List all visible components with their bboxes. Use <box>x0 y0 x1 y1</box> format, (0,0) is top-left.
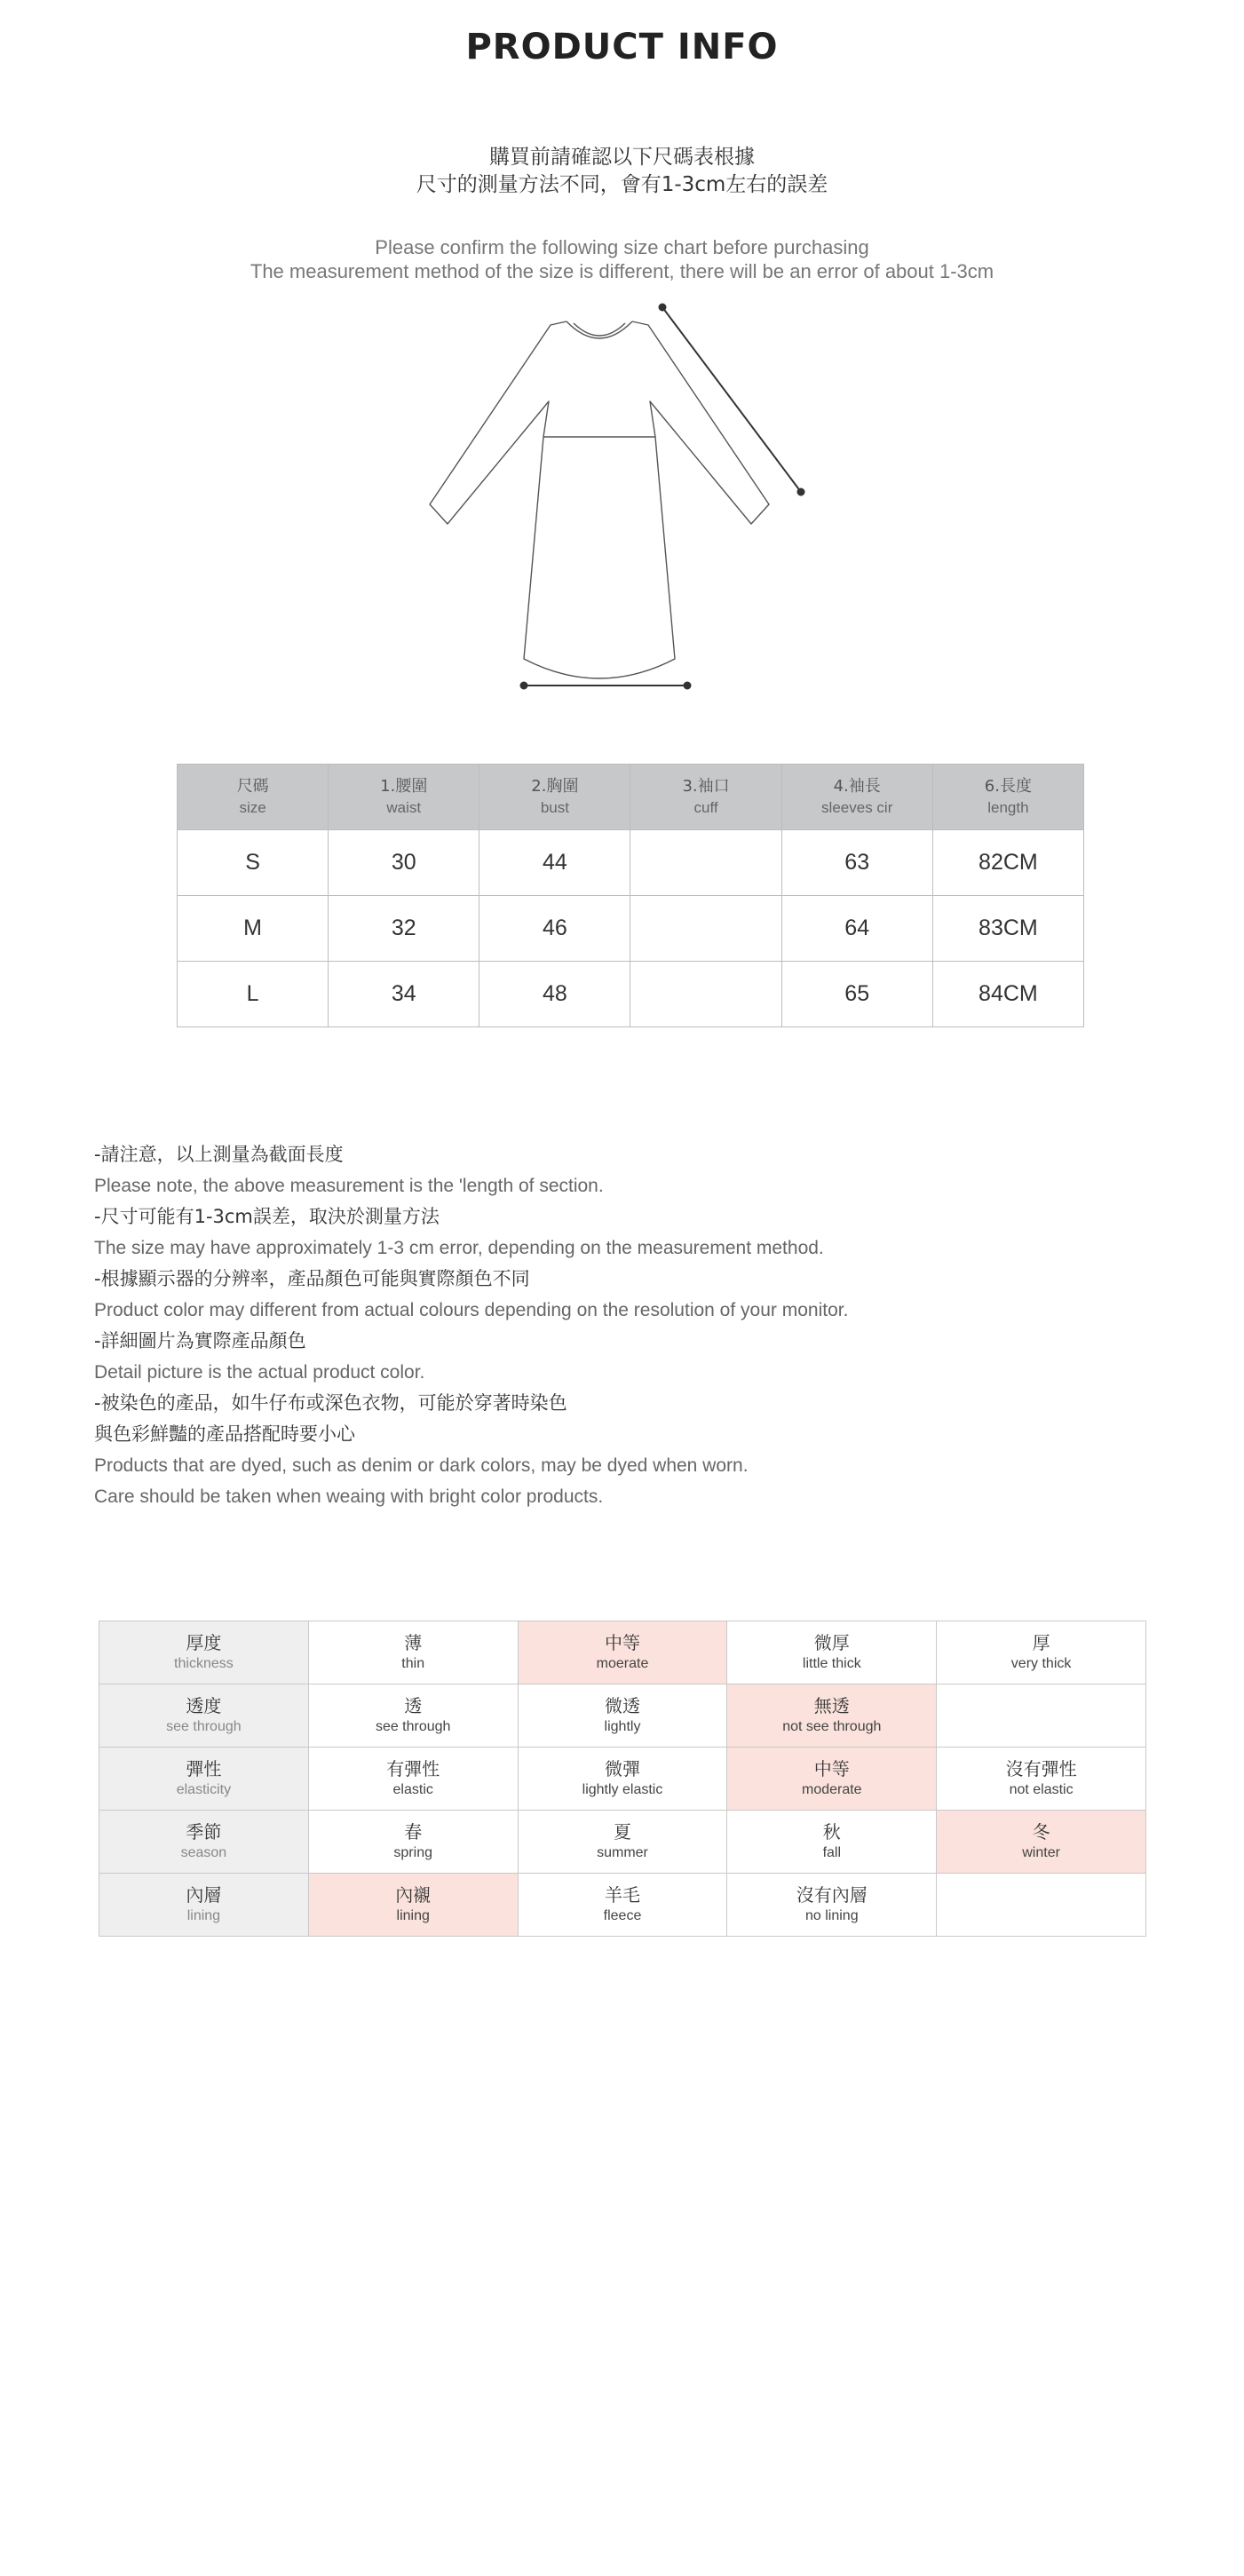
attribute-label-en: thickness <box>174 1656 234 1671</box>
table-cell <box>630 962 781 1027</box>
attribute-option-selected <box>727 1684 937 1748</box>
attribute-label <box>99 1811 309 1874</box>
table-cell: 83CM <box>932 896 1083 962</box>
attribute-option-en: winter <box>1022 1845 1060 1860</box>
attribute-option-en: spring <box>393 1845 432 1860</box>
attribute-option <box>518 1874 727 1937</box>
size-header-sleeves: 4.袖長 sleeves cir <box>781 765 932 830</box>
table-cell: 30 <box>329 830 479 896</box>
table-cell: 82CM <box>932 830 1083 896</box>
intro-zh-line-1: 購買前請確認以下尺碼表根據 <box>489 146 755 169</box>
note-line: Detail picture is the actual product color. <box>94 1362 425 1383</box>
fabric-attribute-table <box>99 1621 1146 1937</box>
attribute-option <box>937 1874 1146 1937</box>
attribute-row-lining <box>99 1874 1146 1937</box>
size-row-m <box>178 896 1084 962</box>
attribute-option <box>308 1811 518 1874</box>
note-line: Please note, the above measurement is the 'length of section. <box>94 1176 604 1196</box>
note-line: -被染色的產品，如牛仔布或深色衣物，可能於穿著時染色 <box>94 1392 567 1414</box>
size-header-bust: 2.胸圍 bust <box>479 765 630 830</box>
attribute-option <box>727 1621 937 1684</box>
attribute-option-zh: 冬 <box>1032 1821 1050 1843</box>
attribute-option <box>937 1621 1146 1684</box>
attribute-row-elasticity <box>99 1748 1146 1811</box>
attribute-option <box>518 1811 727 1874</box>
dress-measurement-diagram <box>417 302 826 719</box>
page-title: PRODUCT INFO <box>465 27 779 67</box>
attribute-label-zh: 厚度 <box>186 1632 222 1653</box>
size-header-size: 尺碼 size <box>178 765 329 830</box>
table-cell: 46 <box>479 896 630 962</box>
attribute-label <box>99 1874 309 1937</box>
attribute-row-see-through <box>99 1684 1146 1748</box>
attribute-option-en: fall <box>822 1845 842 1860</box>
size-row-s <box>178 830 1084 896</box>
note-line: Product color may different from actual colours depending on the resolution of your monitor. <box>94 1300 849 1320</box>
attribute-option-en: elastic <box>392 1782 433 1797</box>
attribute-option-zh: 沒有彈性 <box>1005 1758 1077 1779</box>
intro-english <box>0 235 1244 283</box>
table-cell: 32 <box>329 896 479 962</box>
attribute-option <box>937 1748 1146 1811</box>
size-chart-table <box>177 764 1084 1027</box>
attribute-option <box>308 1684 518 1748</box>
intro-zh-line-2: 尺寸的測量方法不同，會有1-3cm左右的誤差 <box>416 173 828 196</box>
attribute-label-en: lining <box>186 1908 221 1923</box>
attribute-option-selected <box>308 1874 518 1937</box>
attribute-option-en: moerate <box>596 1656 649 1671</box>
attribute-label-zh: 內層 <box>186 1884 222 1906</box>
table-cell: 64 <box>781 896 932 962</box>
dress-outline <box>430 321 769 678</box>
note-line: -根據顯示器的分辨率，產品顏色可能與實際顏色不同 <box>94 1268 530 1289</box>
attribute-row-thickness <box>99 1621 1146 1684</box>
attribute-option-en: lightly elastic <box>582 1782 663 1797</box>
attribute-option <box>518 1684 727 1748</box>
attribute-label-zh: 透度 <box>186 1695 222 1716</box>
table-cell: M <box>178 896 329 962</box>
table-cell: 65 <box>781 962 932 1027</box>
attribute-option-zh: 透 <box>404 1695 423 1716</box>
attribute-option-zh: 中等 <box>813 1758 850 1779</box>
note-line: Care should be taken when weaing with bright color products. <box>94 1486 604 1507</box>
attribute-option <box>727 1874 937 1937</box>
size-header-waist: 1.腰圍 waist <box>329 765 479 830</box>
attribute-option-zh: 夏 <box>613 1821 631 1843</box>
size-header-cuff: 3.袖口 cuff <box>630 765 781 830</box>
intro-en-line-1: Please confirm the following size chart before purchasing <box>375 236 869 258</box>
attribute-option-en: little thick <box>802 1656 861 1671</box>
care-notes <box>94 1139 1160 1512</box>
table-cell: L <box>178 962 329 1027</box>
attribute-option-en: moderate <box>801 1782 862 1797</box>
attribute-option-en: not elastic <box>1009 1782 1074 1797</box>
note-line: -請注意，以上測量為截面長度 <box>94 1144 344 1165</box>
intro-chinese <box>0 144 1244 199</box>
attribute-option-selected <box>937 1811 1146 1874</box>
attribute-option-en: fleece <box>603 1908 642 1923</box>
attribute-option-zh: 微厚 <box>813 1632 850 1653</box>
attribute-label-zh: 彈性 <box>186 1758 222 1779</box>
sleeve-length-indicator <box>660 305 804 495</box>
attribute-option <box>937 1684 1146 1748</box>
table-cell <box>630 896 781 962</box>
size-header-length: 6.長度 length <box>932 765 1083 830</box>
attribute-label-en: see through <box>166 1719 242 1734</box>
note-line: -尺寸可能有1-3cm誤差，取決於測量方法 <box>94 1206 440 1227</box>
note-line: 與色彩鮮豔的產品搭配時要小心 <box>94 1423 355 1445</box>
attribute-option-en: lightly <box>604 1719 641 1734</box>
table-cell: 84CM <box>932 962 1083 1027</box>
attribute-option-zh: 無透 <box>813 1695 850 1716</box>
note-line: The size may have approximately 1-3 cm error, depending on the measurement method. <box>94 1238 824 1258</box>
attribute-option <box>727 1811 937 1874</box>
attribute-option-en: no lining <box>804 1908 859 1923</box>
attribute-option-en: see through <box>375 1719 451 1734</box>
attribute-option-en: lining <box>396 1908 430 1923</box>
table-cell <box>630 830 781 896</box>
attribute-label <box>99 1621 309 1684</box>
intro-en-line-2: The measurement method of the size is different, there will be an error of about 1-3cm <box>250 260 994 282</box>
attribute-option-zh: 中等 <box>604 1632 640 1653</box>
attribute-option-zh: 厚 <box>1032 1632 1050 1653</box>
table-cell: 48 <box>479 962 630 1027</box>
attribute-option-zh: 微透 <box>604 1695 640 1716</box>
table-cell: 34 <box>329 962 479 1027</box>
attribute-option-en: very thick <box>1010 1656 1072 1671</box>
hem-width-indicator <box>521 683 691 689</box>
attribute-option-zh: 微彈 <box>604 1758 640 1779</box>
attribute-option-en: summer <box>597 1845 648 1860</box>
attribute-label-en: season <box>180 1845 227 1860</box>
attribute-option-zh: 內襯 <box>395 1884 432 1906</box>
size-row-l <box>178 962 1084 1027</box>
attribute-label <box>99 1748 309 1811</box>
size-chart-header-row <box>178 765 1084 830</box>
attribute-option <box>308 1621 518 1684</box>
attribute-option-en: thin <box>401 1656 425 1671</box>
attribute-option-zh: 春 <box>404 1821 423 1843</box>
attribute-label-zh: 季節 <box>186 1821 222 1843</box>
attribute-option <box>518 1748 727 1811</box>
attribute-option <box>308 1748 518 1811</box>
table-cell: 44 <box>479 830 630 896</box>
table-cell: 63 <box>781 830 932 896</box>
attribute-option-en: not see through <box>782 1719 882 1734</box>
attribute-option-zh: 沒有內層 <box>796 1884 868 1906</box>
attribute-option-zh: 有彈性 <box>386 1758 440 1779</box>
note-line: -詳細圖片為實際產品顏色 <box>94 1330 306 1351</box>
attribute-option-zh: 羊毛 <box>604 1884 640 1906</box>
attribute-label <box>99 1684 309 1748</box>
attribute-label-en: elasticity <box>176 1782 232 1797</box>
attribute-option-selected <box>518 1621 727 1684</box>
note-line: Products that are dyed, such as denim or dark colors, may be dyed when worn. <box>94 1455 749 1476</box>
attribute-row-season <box>99 1811 1146 1874</box>
attribute-option-selected <box>727 1748 937 1811</box>
table-cell: S <box>178 830 329 896</box>
attribute-option-zh: 薄 <box>404 1632 423 1653</box>
attribute-option-zh: 秋 <box>822 1821 841 1843</box>
